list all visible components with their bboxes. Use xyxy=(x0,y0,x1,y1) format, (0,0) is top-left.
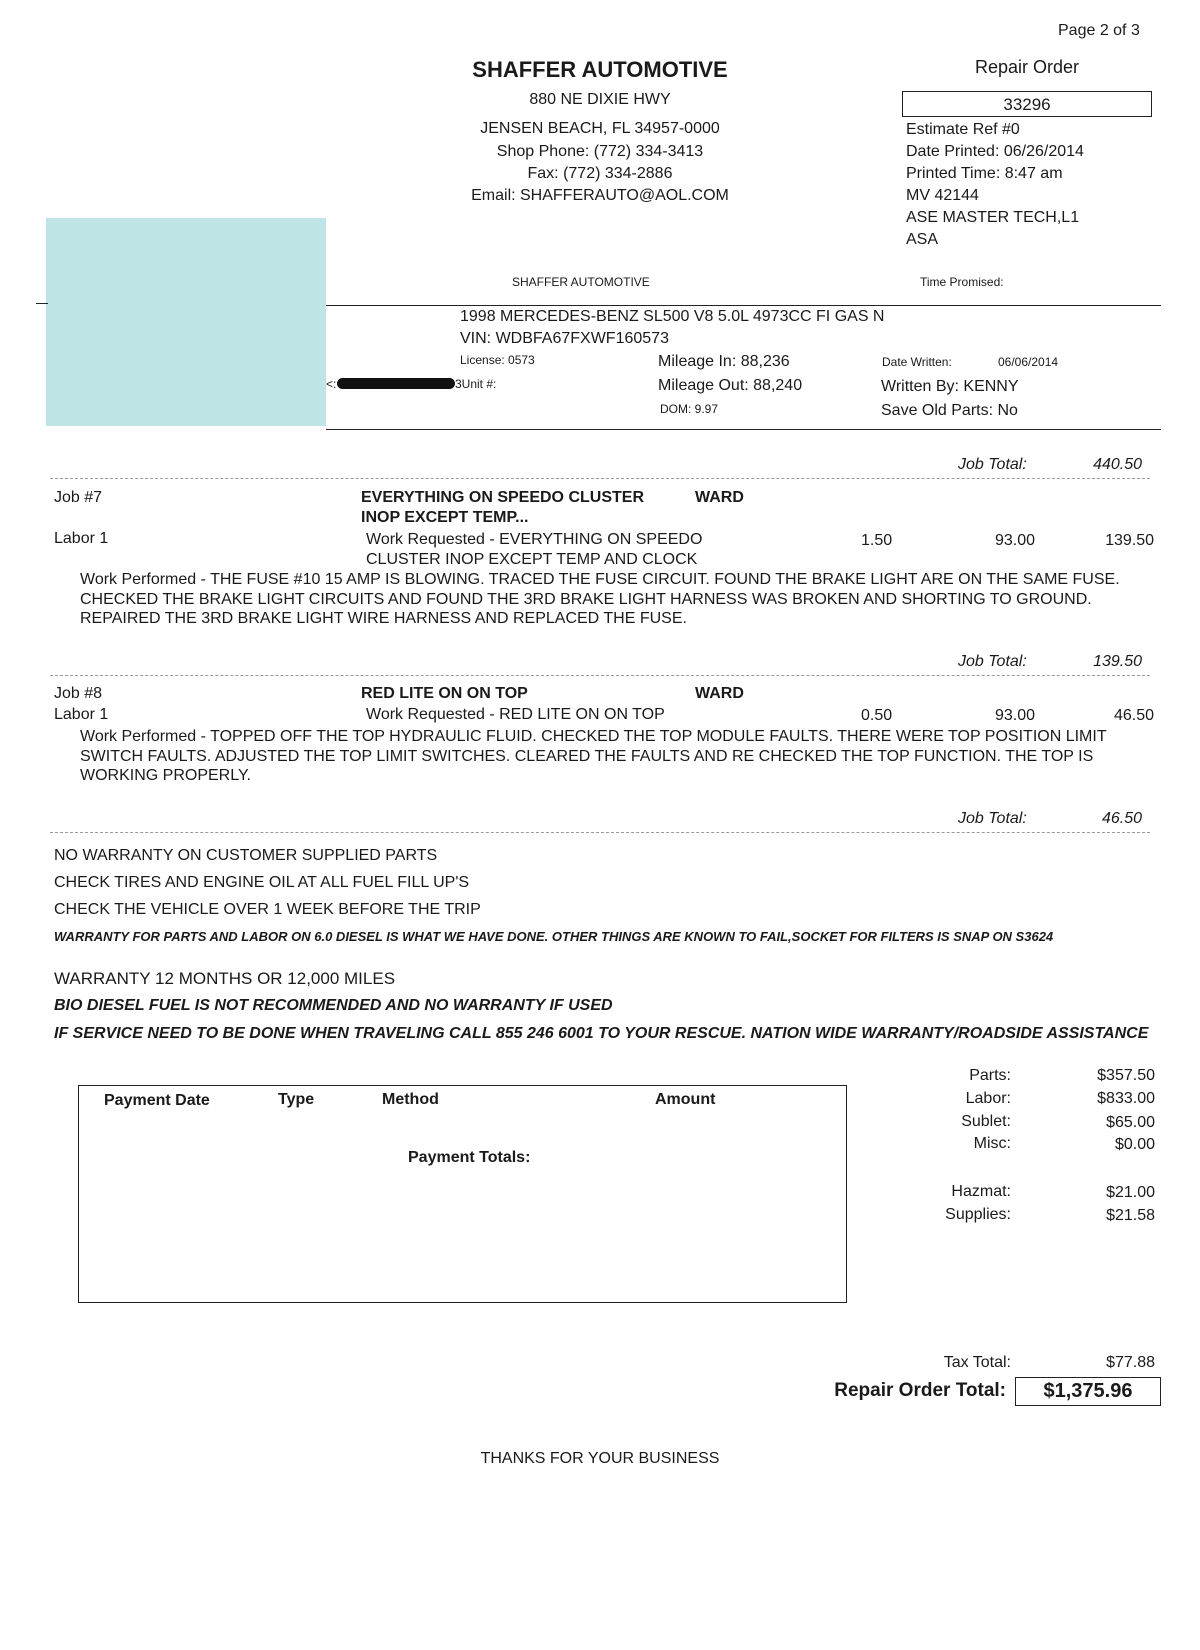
vehicle-top-rule-left xyxy=(36,303,48,304)
hazmat-label: Hazmat: xyxy=(951,1183,1011,1200)
shop-name: SHAFFER AUTOMOTIVE xyxy=(472,57,728,82)
labor-rate: 93.00 xyxy=(994,532,1035,549)
note-warranty-customer-parts: NO WARRANTY ON CUSTOMER SUPPLIED PARTS xyxy=(54,847,438,864)
asa-label: ASA xyxy=(906,231,939,248)
labor-rate: 93.00 xyxy=(994,707,1035,724)
mileage-out: Mileage Out: 88,240 xyxy=(658,377,803,394)
unit-prefix: <: xyxy=(326,377,337,391)
labor-label: Labor 1 xyxy=(54,530,109,547)
shop-name-small: SHAFFER AUTOMOTIVE xyxy=(512,275,650,289)
time-promised: Time Promised: xyxy=(920,275,1004,289)
work-requested-line-1: Work Requested - RED LITE ON ON TOP xyxy=(366,706,665,723)
shop-address-2: JENSEN BEACH, FL 34957-0000 xyxy=(480,120,720,137)
repair-order-total-amount: $1,375.96 xyxy=(1015,1377,1161,1406)
labor-amount: 139.50 xyxy=(1105,532,1154,549)
vehicle-description: 1998 MERCEDES-BENZ SL500 V8 5.0L 4973CC FI GAS N xyxy=(460,308,885,325)
sticky-note xyxy=(46,218,326,426)
job-total-value: 139.50 xyxy=(1093,653,1142,670)
mv-number: MV 42144 xyxy=(906,187,979,204)
printed-time: Printed Time: 8:47 am xyxy=(906,165,1063,182)
labor-hours: 0.50 xyxy=(861,707,893,724)
estimate-ref: Estimate Ref #0 xyxy=(906,121,1020,138)
job-separator xyxy=(50,478,1150,479)
written-by: Written By: KENNY xyxy=(881,378,1019,395)
shop-email: Email: SHAFFERAUTO@AOL.COM xyxy=(471,187,729,204)
certification: ASE MASTER TECH,L1 xyxy=(906,209,1080,226)
shop-address-1: 880 NE DIXIE HWY xyxy=(529,91,671,108)
work-performed: Work Performed - TOPPED OFF THE TOP HYDRAULIC FLUID. CHECKED THE TOP MODULE FAULTS. THERE WERE TOP POSITION LIMIT SWITCH FAULTS. ADJUSTED THE TOP LIMIT SWITCHES. CLEARED THE FAULTS AND RE CHECKED THE TOP FUNCTION. THE TOP IS WORKING PROPERLY. xyxy=(80,728,1107,784)
vehicle-vin: VIN: WDBFA67FXWF160573 xyxy=(460,330,669,347)
date-written-label: Date Written: xyxy=(882,355,952,369)
supplies-amount: $21.58 xyxy=(1106,1207,1155,1224)
tax-total-amount: $77.88 xyxy=(1106,1354,1155,1371)
job-title-line-1: RED LITE ON ON TOP xyxy=(361,685,528,702)
payment-date-header: Payment Date xyxy=(104,1092,210,1109)
note-check-tires: CHECK TIRES AND ENGINE OIL AT ALL FUEL FILL UP'S xyxy=(54,874,470,891)
vehicle-bottom-rule xyxy=(326,429,1161,430)
note-diesel-warranty: WARRANTY FOR PARTS AND LABOR ON 6.0 DIESEL IS WHAT WE HAVE DONE. OTHER THINGS ARE KNOWN TO FAIL,SOCKET FOR FILTERS IS SNAP ON S3624 xyxy=(54,929,1054,944)
job-title-line-2: INOP EXCEPT TEMP... xyxy=(361,509,529,526)
labor-total-label: Labor: xyxy=(965,1090,1011,1107)
payment-type-header: Type xyxy=(278,1091,315,1108)
labor-label: Labor 1 xyxy=(54,706,109,723)
job-number: Job #8 xyxy=(54,685,103,702)
job-total-value: 440.50 xyxy=(1093,456,1142,473)
unit-number: 3Unit #: xyxy=(455,377,497,391)
dom-value: DOM: 9.97 xyxy=(660,402,719,416)
job-number: Job #7 xyxy=(54,489,103,506)
payment-totals-label: Payment Totals: xyxy=(408,1149,531,1166)
hazmat-amount: $21.00 xyxy=(1106,1184,1155,1201)
repair-order-total-label: Repair Order Total: xyxy=(834,1380,1006,1401)
sublet-amount: $65.00 xyxy=(1106,1114,1155,1131)
note-check-vehicle: CHECK THE VEHICLE OVER 1 WEEK BEFORE THE TRIP xyxy=(54,901,481,918)
job-total-label: Job Total: xyxy=(958,456,1027,473)
tax-total-label: Tax Total: xyxy=(943,1354,1011,1371)
note-roadside-assistance: IF SERVICE NEED TO BE DONE WHEN TRAVELING CALL 855 246 6001 TO YOUR RESCUE. NATION WIDE WARRANTY/ROADSIDE ASSISTANCE xyxy=(54,1025,1149,1042)
repair-order-number: 33296 xyxy=(902,91,1152,117)
misc-amount: $0.00 xyxy=(1114,1136,1155,1153)
work-requested-line-2: CLUSTER INOP EXCEPT TEMP AND CLOCK xyxy=(366,551,698,568)
thanks-message: THANKS FOR YOUR BUSINESS xyxy=(480,1450,720,1467)
save-old-parts: Save Old Parts: No xyxy=(881,402,1018,419)
shop-phone: Shop Phone: (772) 334-3413 xyxy=(496,143,704,160)
job-separator xyxy=(50,675,1150,676)
page-number: Page 2 of 3 xyxy=(1058,22,1140,39)
job-total-value: 46.50 xyxy=(1101,810,1142,827)
supplies-label: Supplies: xyxy=(945,1206,1011,1223)
redaction-mark xyxy=(337,378,455,389)
job-separator xyxy=(50,832,1150,833)
repair-order-label: Repair Order xyxy=(974,57,1080,77)
date-written: 06/06/2014 xyxy=(998,355,1059,369)
misc-label: Misc: xyxy=(973,1135,1011,1152)
job-tech: WARD xyxy=(695,489,744,506)
vehicle-license: License: 0573 xyxy=(460,353,535,367)
job-total-label: Job Total: xyxy=(958,810,1027,827)
labor-hours: 1.50 xyxy=(861,532,893,549)
job-tech: WARD xyxy=(695,685,744,702)
sublet-label: Sublet: xyxy=(961,1113,1011,1130)
payment-box xyxy=(78,1085,847,1303)
mileage-in: Mileage In: 88,236 xyxy=(658,353,790,370)
work-requested-line-1: Work Requested - EVERYTHING ON SPEEDO xyxy=(366,531,703,548)
payment-amount-header: Amount xyxy=(655,1091,716,1108)
parts-amount: $357.50 xyxy=(1097,1067,1155,1084)
parts-label: Parts: xyxy=(969,1067,1011,1084)
payment-method-header: Method xyxy=(382,1091,439,1108)
labor-total-amount: $833.00 xyxy=(1097,1090,1155,1107)
note-bio-diesel: BIO DIESEL FUEL IS NOT RECOMMENDED AND NO WARRANTY IF USED xyxy=(54,997,613,1014)
vehicle-top-rule xyxy=(326,305,1161,306)
note-warranty-term: WARRANTY 12 MONTHS OR 12,000 MILES xyxy=(54,969,396,988)
date-printed: Date Printed: 06/26/2014 xyxy=(906,143,1084,160)
work-performed: Work Performed - THE FUSE #10 15 AMP IS BLOWING. TRACED THE FUSE CIRCUIT. FOUND THE BRAKE LIGHT ARE ON THE SAME FUSE. CHECKED THE BRAKE LIGHT CIRCUITS AND FOUND THE 3RD BRAKE LIGHT HARNESS WAS BROKEN AND SHORTING TO GROUND. REPAIRED THE 3RD BRAKE LIGHT WIRE HARNESS AND REPLACED THE FUSE. xyxy=(80,571,1120,627)
job-title-line-1: EVERYTHING ON SPEEDO CLUSTER xyxy=(361,489,644,506)
job-total-label: Job Total: xyxy=(958,653,1027,670)
labor-amount: 46.50 xyxy=(1113,707,1154,724)
shop-fax: Fax: (772) 334-2886 xyxy=(527,165,673,182)
